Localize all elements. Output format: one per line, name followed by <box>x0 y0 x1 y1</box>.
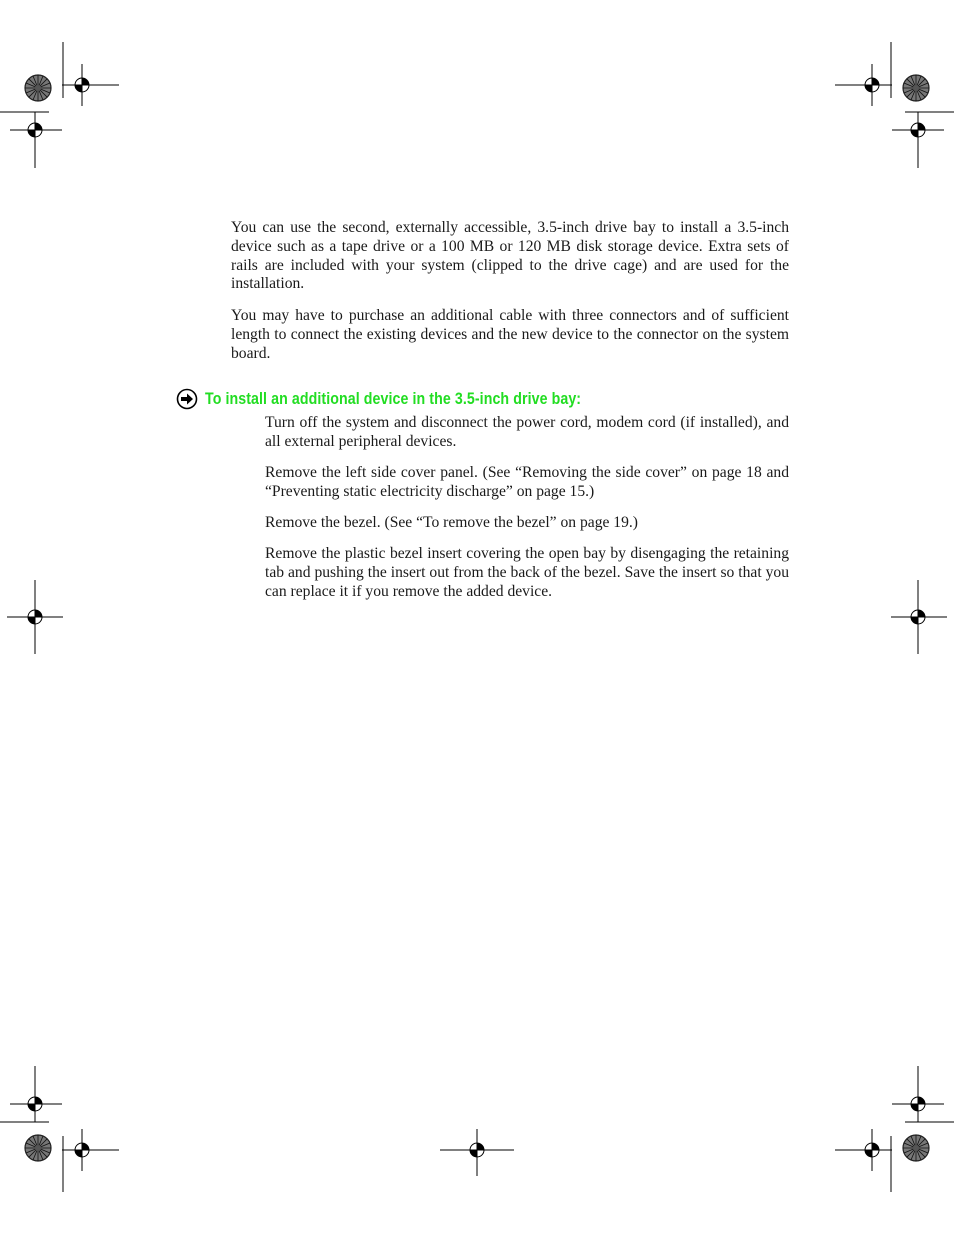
right-arrow-circle-icon <box>176 388 198 410</box>
procedure-heading <box>176 388 642 410</box>
crop-marks-bottom-center <box>440 1129 514 1176</box>
procedure-title: To install an additional device in the 3.5-inch drive bay: <box>205 389 582 408</box>
procedure-step: Remove the bezel. (See “To remove the bezel” on page 19.) <box>265 514 638 531</box>
intro-paragraph-rails: You can use the second, externally accessible, 3.5-inch drive bay to install a 3.5-inch device such as a tape drive or a 100 MB or 120 MB disk storage device. Extra sets of rails are included with your system (clipped to the drive cage) and are used for the installation. <box>231 219 789 293</box>
crop-marks-bottom-left <box>0 1066 119 1192</box>
crop-marks-top-left <box>0 42 119 168</box>
crop-marks-top-right <box>835 42 954 168</box>
procedure-step: Remove the plastic bezel insert covering the open bay by disengaging the retaining tab and pushing the insert out from the back of the bezel. Save the insert so that you can replace it if you remove the added device. <box>265 545 789 600</box>
procedure-step: Turn off the system and disconnect the power cord, modem cord (if installed), and all external peripheral devices. <box>265 414 789 450</box>
intro-paragraph-cable: You may have to purchase an additional cable with three connectors and of sufficient length to connect the existing devices and the new device to the connector on the system board. <box>231 307 789 362</box>
crop-marks-bottom-right <box>835 1066 954 1192</box>
procedure-step: Remove the left side cover panel. (See “Removing the side cover” on page 18 and “Preventing static electricity discharge” on page 15.) <box>265 464 789 500</box>
